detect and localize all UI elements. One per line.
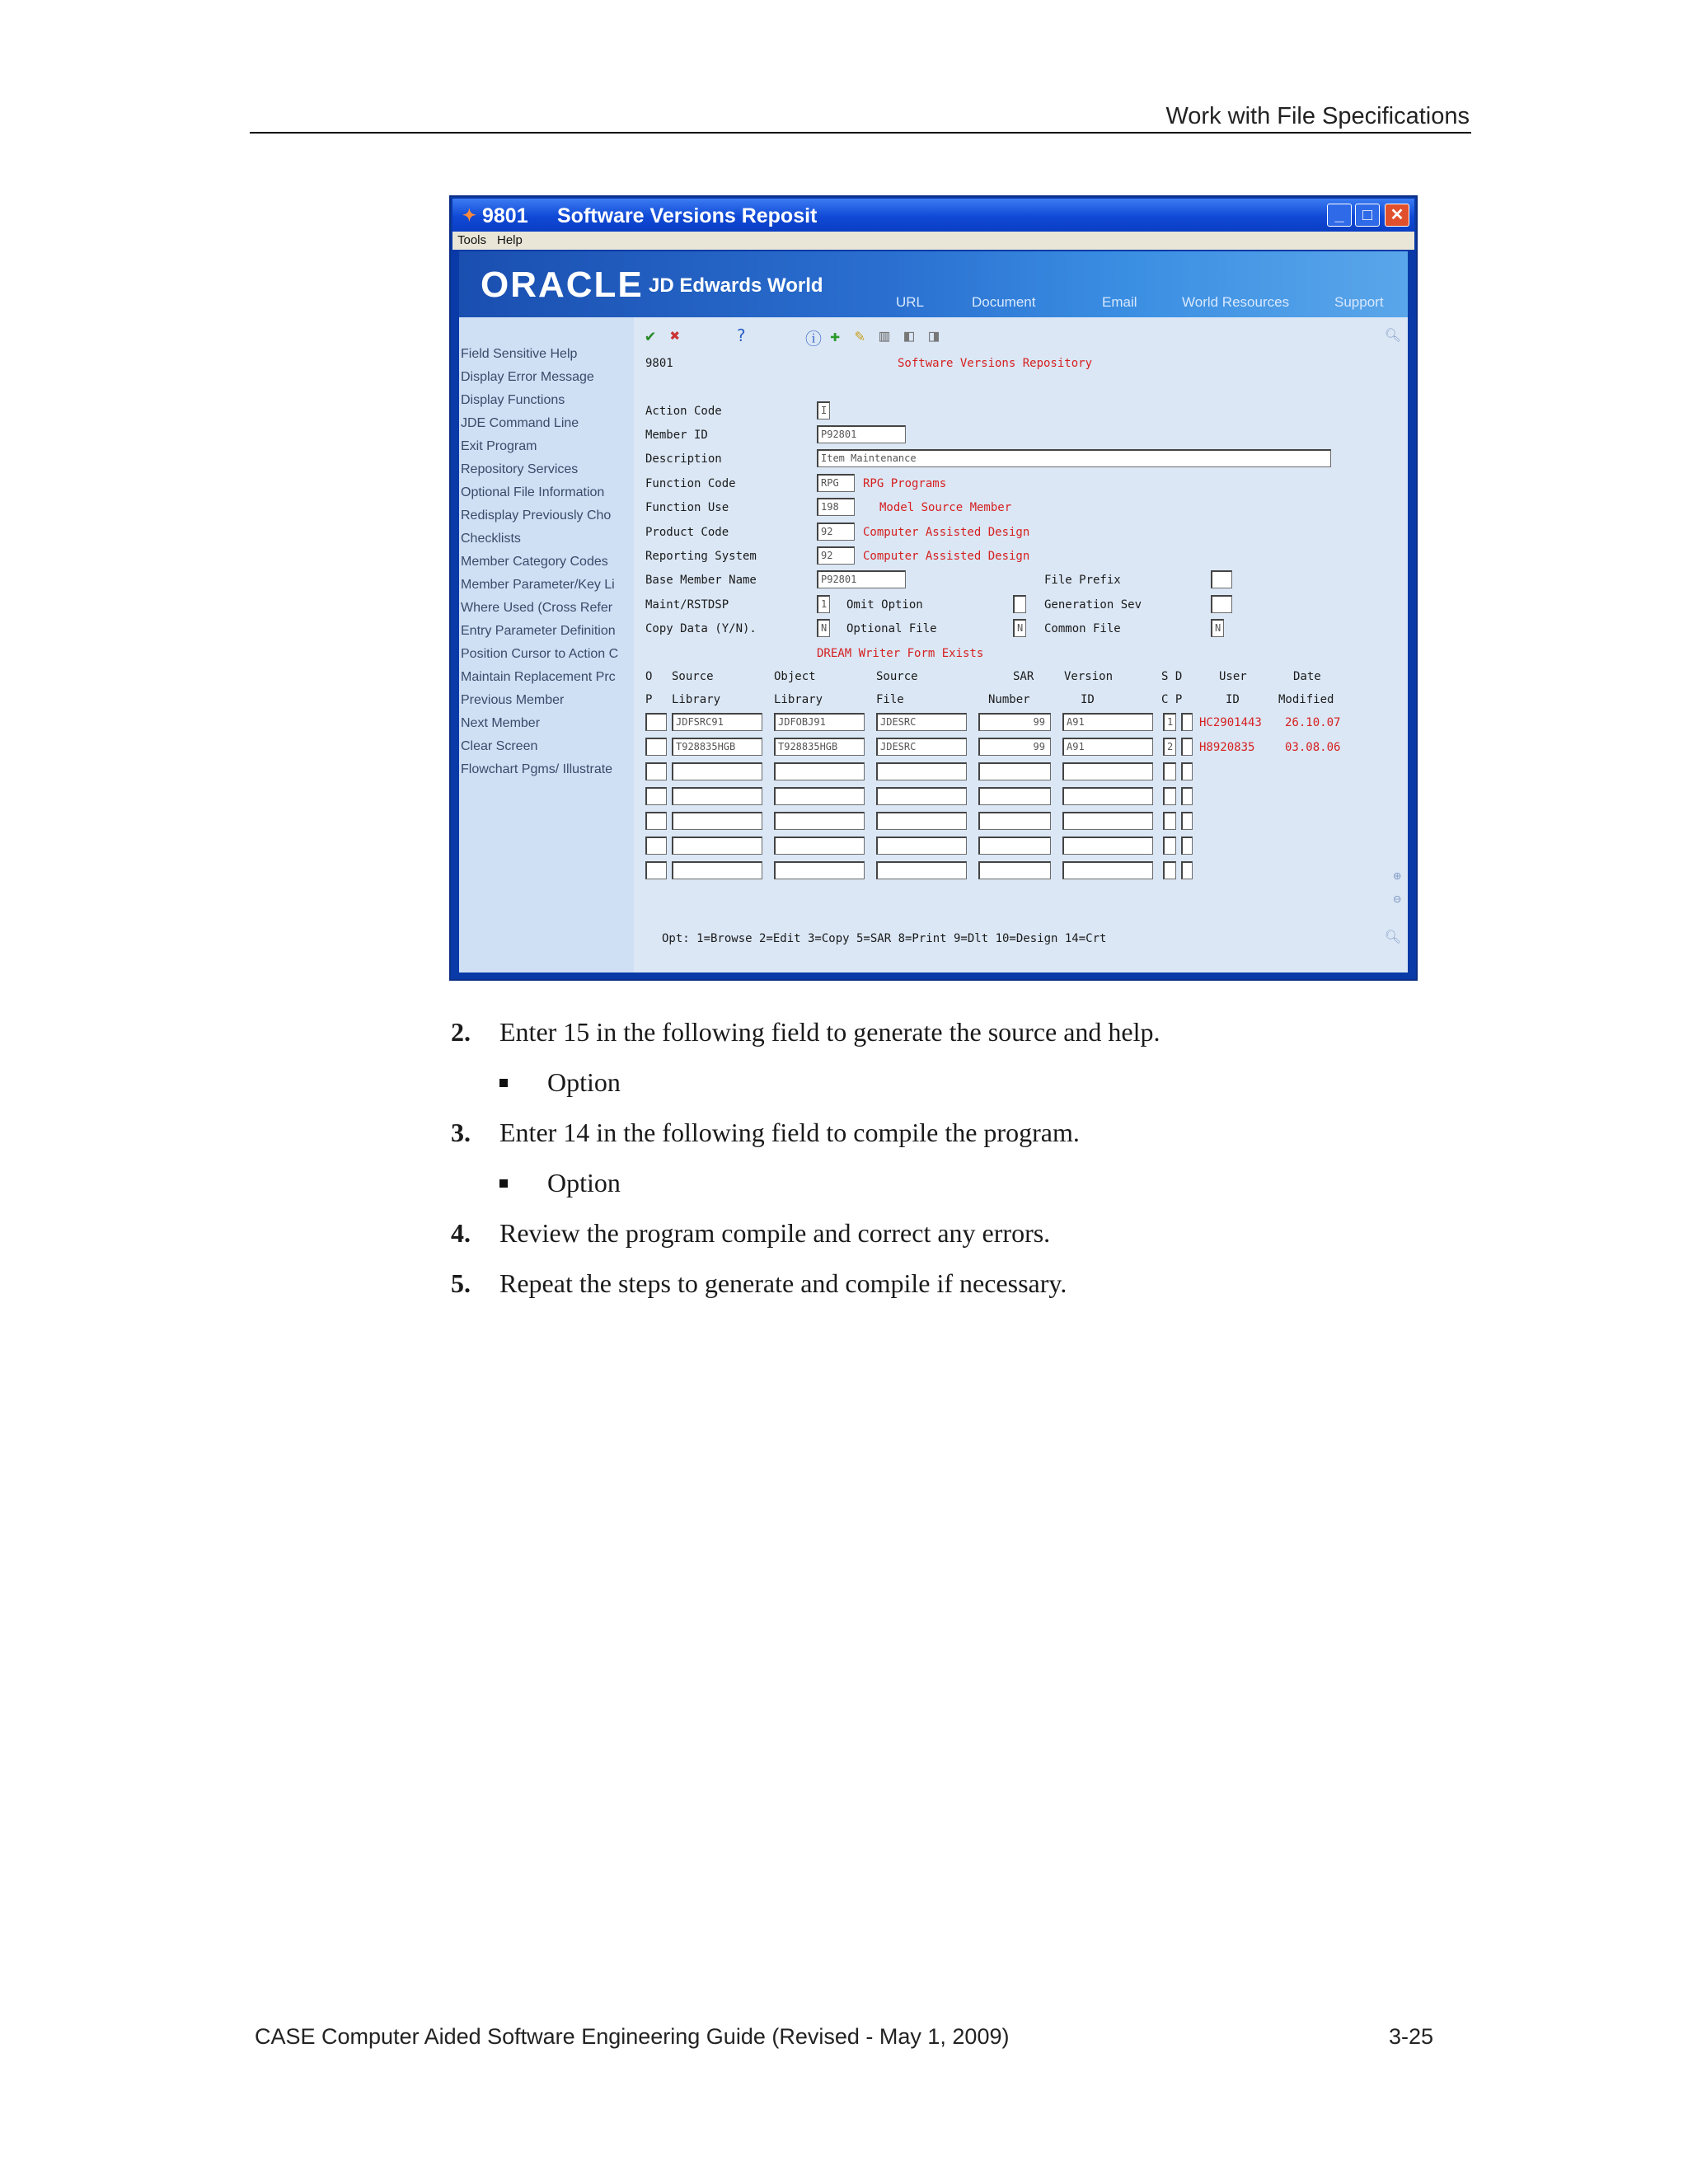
reporting-system-desc: Computer Assisted Design — [863, 550, 1030, 563]
description-input[interactable]: Item Maintenance — [817, 449, 1331, 467]
row-source-library[interactable] — [672, 812, 762, 830]
row-sar-number[interactable] — [978, 812, 1051, 830]
sidebar-item[interactable]: Checklists — [461, 532, 521, 546]
page-header-title: Work with File Specifications — [1165, 103, 1470, 129]
row-sc[interactable] — [1163, 762, 1176, 780]
screen-title: Software Versions Repository — [898, 357, 1093, 370]
row-source-file[interactable] — [876, 787, 967, 805]
col-header-source-file: File — [876, 693, 904, 706]
sidebar-item[interactable]: Where Used (Cross Refer — [461, 601, 613, 615]
row-source-library[interactable] — [672, 837, 762, 855]
omit-option-label: Omit Option — [846, 598, 923, 612]
base-member-name-label: Base Member Name — [645, 574, 757, 587]
sidebar-item[interactable]: Previous Member — [461, 693, 565, 707]
app-window — [449, 195, 1418, 981]
sidebar-item[interactable]: Display Functions — [461, 393, 565, 407]
row-sar-number[interactable] — [978, 861, 1051, 879]
action-code-input[interactable]: I — [817, 401, 830, 419]
row-object-library[interactable] — [774, 762, 865, 780]
copy-data-input[interactable]: N — [817, 619, 830, 637]
step-text: Enter 15 in the following field to generate the source and help. — [499, 1017, 1160, 1047]
row-option-input[interactable] — [645, 713, 667, 731]
row-dp[interactable] — [1181, 861, 1193, 879]
nav-email[interactable]: Email — [1102, 294, 1137, 310]
oracle-logo: ORACLE — [481, 265, 644, 305]
scroll-down-icon[interactable]: ⊖ — [1393, 891, 1401, 907]
base-member-name-input[interactable]: P92801 — [817, 570, 906, 588]
row-sc[interactable] — [1163, 861, 1176, 879]
nav-document[interactable]: Document — [972, 294, 1036, 310]
row-dp[interactable] — [1181, 713, 1193, 731]
sidebar-item[interactable]: Position Cursor to Action C — [461, 647, 619, 661]
row-dp[interactable] — [1181, 837, 1193, 855]
col-header-object-library: Object — [774, 670, 816, 683]
window-title: Software Versions Reposit — [557, 204, 818, 227]
row-source-file[interactable]: JDESRC — [876, 738, 967, 756]
col-header-date: Date — [1293, 670, 1321, 683]
bullet-text: Option — [547, 1067, 621, 1097]
col-header-object-library: Library — [774, 693, 823, 706]
function-code-desc: RPG Programs — [863, 477, 947, 490]
dream-writer-status: DREAM Writer Form Exists — [817, 647, 984, 660]
row-version-id[interactable] — [1062, 837, 1153, 855]
step-number: 2. — [451, 1017, 471, 1047]
col-header-sc-dp: S D — [1161, 670, 1183, 683]
bullet-text: Option — [547, 1168, 621, 1197]
maint-rstdsp-label: Maint/RSTDSP — [645, 598, 729, 612]
row-source-file[interactable] — [876, 861, 967, 879]
nav-world-resources[interactable]: World Resources — [1182, 294, 1290, 310]
col-header-date: Modified — [1278, 693, 1334, 706]
col-header-op: O — [645, 670, 653, 683]
sidebar-item[interactable]: Flowchart Pgms/ Illustrate — [461, 762, 613, 776]
col-header-op: P — [645, 693, 653, 706]
delete-icon[interactable]: ▥ — [879, 326, 890, 345]
col-header-sar: SAR — [1013, 670, 1034, 683]
content-area — [459, 317, 1408, 972]
row-object-library[interactable] — [774, 787, 865, 805]
row-source-library[interactable]: T928835HGB — [672, 738, 762, 756]
function-code-label: Function Code — [645, 477, 736, 490]
row-source-library[interactable]: JDFSRC91 — [672, 713, 762, 731]
row-object-library[interactable]: T928835HGB — [774, 738, 865, 756]
scroll-up-icon[interactable]: ⊕ — [1393, 868, 1401, 883]
step-number: 5. — [451, 1268, 471, 1298]
options-line: Opt: 1=Browse 2=Edit 3=Copy 5=SAR 8=Print 9=Dlt 10=Design 14=Crt — [662, 932, 1107, 945]
member-id-label: Member ID — [645, 429, 708, 442]
reporting-system-label: Reporting System — [645, 550, 757, 563]
nav-support[interactable]: Support — [1334, 294, 1384, 310]
function-use-input[interactable]: 198 — [817, 498, 855, 516]
col-header-sar: Number — [988, 693, 1030, 706]
file-prefix-input[interactable] — [1211, 570, 1232, 588]
col-header-user: User — [1219, 670, 1247, 683]
brand-banner — [459, 251, 1408, 317]
window-code: 9801 — [482, 204, 528, 227]
row-source-file[interactable] — [876, 812, 967, 830]
step-text: Review the program compile and correct any errors. — [499, 1218, 1051, 1248]
row-source-file[interactable]: JDESRC — [876, 713, 967, 731]
add-icon[interactable]: ✚ — [830, 326, 841, 345]
sidebar-item[interactable]: Entry Parameter Definition — [461, 624, 616, 638]
screen-id: 9801 — [645, 357, 673, 370]
row-sar-number[interactable] — [978, 762, 1051, 780]
row-source-file[interactable] — [876, 762, 967, 780]
next-icon[interactable]: ◨ — [929, 326, 940, 345]
row-object-library[interactable] — [774, 837, 865, 855]
bullet-icon — [499, 1179, 508, 1188]
reporting-system-input[interactable]: 92 — [817, 546, 855, 565]
check-icon[interactable]: ✔ — [645, 326, 656, 345]
product-code-input[interactable]: 92 — [817, 523, 855, 541]
copy-data-label: Copy Data (Y/N). — [645, 622, 757, 635]
row-version-id[interactable]: A91 — [1062, 713, 1153, 731]
member-id-input[interactable]: P92801 — [817, 425, 906, 443]
common-file-label: Common File — [1044, 622, 1121, 635]
step-text: Enter 14 in the following field to compile the program. — [499, 1118, 1080, 1147]
bullet-icon — [499, 1079, 508, 1087]
sidebar-item[interactable]: Repository Services — [461, 462, 579, 476]
omit-option-input[interactable] — [1013, 595, 1026, 613]
row-option-input[interactable] — [645, 787, 667, 805]
function-code-input[interactable]: RPG — [817, 474, 855, 492]
function-use-desc: Model Source Member — [879, 501, 1012, 514]
row-option-input[interactable] — [645, 837, 667, 855]
sidebar-item[interactable]: Member Parameter/Key Li — [461, 578, 615, 592]
menu-tools[interactable]: Tools — [457, 233, 487, 247]
search-icon[interactable]: 🔍︎ — [1384, 929, 1401, 944]
maximize-button[interactable]: □ — [1355, 204, 1380, 227]
step-number: 4. — [451, 1218, 471, 1248]
row-sar-number[interactable] — [978, 837, 1051, 855]
row-version-id[interactable] — [1062, 762, 1153, 780]
product-code-desc: Computer Assisted Design — [863, 526, 1030, 539]
col-header-source-file: Source — [876, 670, 918, 683]
row-sc[interactable]: 1 — [1163, 713, 1176, 731]
generation-sev-input[interactable] — [1211, 595, 1232, 613]
form-panel — [634, 317, 1408, 972]
sidebar-item[interactable]: JDE Command Line — [461, 416, 579, 430]
row-sar-number[interactable]: 99 — [978, 713, 1051, 731]
footer-title: CASE Computer Aided Software Engineering Guide (Revised - May 1, 2009) — [255, 2024, 1010, 2049]
page-header — [250, 97, 1471, 134]
description-label: Description — [645, 452, 722, 466]
nav-url[interactable]: URL — [896, 294, 925, 310]
generation-sev-label: Generation Sev — [1044, 598, 1142, 612]
previous-icon[interactable]: ◧ — [904, 326, 915, 345]
row-version-id[interactable] — [1062, 861, 1153, 879]
row-source-library[interactable] — [672, 861, 762, 879]
row-dp[interactable] — [1181, 787, 1193, 805]
function-use-label: Function Use — [645, 501, 729, 514]
row-option-input[interactable] — [645, 738, 667, 756]
row-sar-number[interactable]: 99 — [978, 738, 1051, 756]
row-version-id[interactable] — [1062, 787, 1153, 805]
sidebar-item[interactable]: Exit Program — [461, 439, 537, 453]
row-option-input[interactable] — [645, 762, 667, 780]
row-sc[interactable] — [1163, 787, 1176, 805]
col-header-version: ID — [1081, 693, 1095, 706]
sidebar-item[interactable]: Maintain Replacement Prc — [461, 670, 616, 684]
col-header-source-library: Library — [672, 693, 721, 706]
function-sidebar — [459, 317, 634, 972]
info-icon[interactable]: ⓘ — [805, 329, 822, 349]
row-sar-number[interactable] — [978, 787, 1051, 805]
common-file-input[interactable]: N — [1211, 619, 1224, 637]
row-date-modified: 03.08.06 — [1285, 741, 1341, 754]
row-sc[interactable]: 2 — [1163, 738, 1176, 756]
file-prefix-label: File Prefix — [1044, 574, 1121, 587]
cancel-icon[interactable]: ✖ — [670, 326, 681, 345]
product-name: JD Edwards World — [649, 274, 823, 297]
search-icon[interactable]: 🔍︎ — [1384, 327, 1401, 343]
sidebar-item[interactable]: Redisplay Previously Cho — [461, 509, 612, 523]
sidebar-item[interactable]: Field Sensitive Help — [461, 347, 578, 361]
col-header-user: ID — [1226, 693, 1240, 706]
row-source-library[interactable] — [672, 787, 762, 805]
maint-rstdsp-input[interactable]: 1 — [817, 595, 830, 613]
product-code-label: Product Code — [645, 526, 729, 539]
row-source-library[interactable] — [672, 762, 762, 780]
help-icon[interactable]: ? — [736, 326, 747, 345]
col-header-source-library: Source — [672, 670, 714, 683]
minimize-button[interactable]: _ — [1327, 204, 1352, 227]
row-dp[interactable] — [1181, 812, 1193, 830]
row-sc[interactable] — [1163, 812, 1176, 830]
row-dp[interactable] — [1181, 762, 1193, 780]
row-version-id[interactable]: A91 — [1062, 738, 1153, 756]
menu-help[interactable]: Help — [497, 233, 523, 247]
sidebar-item[interactable]: Display Error Message — [461, 370, 594, 384]
edit-icon[interactable]: ✎ — [855, 326, 865, 345]
title-bar[interactable] — [452, 199, 1414, 232]
step-text: Repeat the steps to generate and compile if necessary. — [499, 1268, 1067, 1298]
optional-file-label: Optional File — [846, 622, 937, 635]
page-number: 3-25 — [1389, 2024, 1434, 2049]
sidebar-item[interactable]: Optional File Information — [461, 485, 605, 499]
row-object-library[interactable] — [774, 812, 865, 830]
row-dp[interactable] — [1181, 738, 1193, 756]
row-object-library[interactable] — [774, 861, 865, 879]
col-header-sc-dp: C P — [1161, 693, 1183, 706]
row-sc[interactable] — [1163, 837, 1176, 855]
menu-bar — [452, 232, 1414, 250]
row-option-input[interactable] — [645, 861, 667, 879]
row-date-modified: 26.10.07 — [1285, 716, 1341, 729]
row-user-id: H8920835 — [1199, 741, 1255, 754]
app-icon: ✦ — [462, 207, 476, 225]
col-header-version: Version — [1064, 670, 1114, 683]
row-option-input[interactable] — [645, 812, 667, 830]
sidebar-item[interactable]: Next Member — [461, 716, 541, 730]
row-source-file[interactable] — [876, 837, 967, 855]
row-user-id: HC2901443 — [1199, 716, 1262, 729]
close-button[interactable]: ✕ — [1385, 204, 1409, 227]
step-number: 3. — [451, 1118, 471, 1147]
action-code-label: Action Code — [645, 405, 722, 418]
row-version-id[interactable] — [1062, 812, 1153, 830]
row-object-library[interactable]: JDFOBJ91 — [774, 713, 865, 731]
optional-file-input[interactable]: N — [1013, 619, 1026, 637]
sidebar-item[interactable]: Clear Screen — [461, 739, 538, 753]
sidebar-item[interactable]: Member Category Codes — [461, 555, 608, 569]
